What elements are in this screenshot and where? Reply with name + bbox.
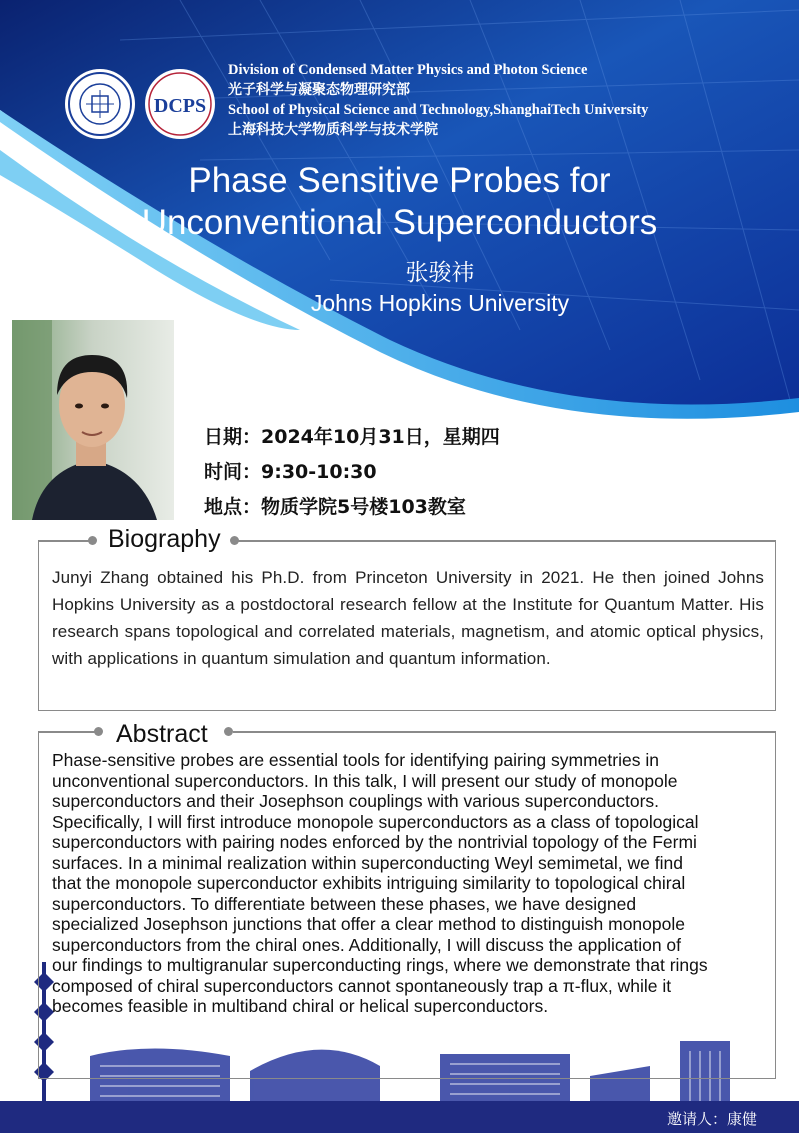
abstract-line: superconductors. To differentiate between these phases, we have designed — [52, 893, 637, 914]
dcps-logo — [144, 68, 216, 140]
abstract-line: surfaces. In a minimal realization within superconducting Weyl semimetal, we find — [52, 852, 683, 873]
abstract-line: superconductors and their Josephson couplings with various superconductors. — [52, 791, 660, 811]
abstract-line: superconductors from the chiral ones. Additionally, I will discuss the application of — [52, 934, 682, 955]
biography-border-left — [38, 540, 93, 542]
dcps-logo-text: DCPS — [153, 95, 207, 117]
biography-dot-right — [230, 536, 239, 545]
event-time: 时间：9:30-10:30 — [204, 461, 377, 483]
abstract-line: unconventional superconductors. In this talk, I will present our study of monopole — [52, 770, 678, 791]
speaker-photo — [12, 320, 174, 520]
biography-heading: Biography — [104, 525, 225, 554]
abstract-dot-right — [224, 727, 233, 736]
abstract-line: that the monopole superconductor exhibits intriguing similarity to topological chiral — [52, 873, 686, 893]
abstract-text — [52, 750, 774, 1017]
abstract-line: becomes feasible in multiband chiral or helical superconductors. — [52, 996, 549, 1016]
org-line-2: 光子科学与凝聚态物理研究部 — [228, 82, 410, 98]
abstract-heading: Abstract — [112, 720, 212, 749]
abstract-line: Specifically, I will first introduce monopole superconductors as a class of topological — [52, 811, 699, 832]
abstract-line: composed of chiral superconductors cannot spontaneously trap a π-flux, while it — [52, 975, 672, 996]
talk-title — [0, 160, 799, 244]
abstract-line: our findings to multigranular superconducting rings, where we demonstrate that rings — [52, 955, 708, 975]
shanghaitech-logo — [64, 68, 136, 140]
speaker-affiliation: Johns Hopkins University — [310, 290, 570, 316]
abstract-border-left — [38, 731, 96, 733]
org-line-1: Division of Condensed Matter Physics and Photon Science — [228, 62, 588, 78]
abstract-line: Phase-sensitive probes are essential tools for identifying pairing symmetries in — [52, 750, 659, 770]
biography-border-right — [238, 540, 776, 542]
abstract-line: superconductors with pairing nodes enforced by the nontrivial topology of the Fermi — [52, 832, 697, 852]
biography-dot-left — [88, 536, 97, 545]
abstract-border-right — [233, 731, 776, 733]
event-info — [204, 420, 500, 525]
speaker-name: 张骏祎 — [405, 260, 475, 286]
inviter-label: 邀请人：康健 — [666, 1110, 757, 1128]
organization-block — [228, 60, 648, 140]
event-date: 日期：2024年10月31日，星期四 — [204, 426, 500, 448]
speaker-block — [240, 258, 640, 318]
org-line-3: School of Physical Science and Technology,ShanghaiTech University — [228, 102, 649, 118]
abstract-dot-left — [94, 727, 103, 736]
event-place: 地点：物质学院5号楼103教室 — [204, 496, 466, 518]
title-line-1: Phase Sensitive Probes for — [188, 161, 611, 200]
title-line-2: Unconventional Superconductors — [141, 203, 658, 242]
abstract-line: specialized Josephson junctions that offer a clear method to distinguish monopole — [52, 914, 685, 934]
biography-text: Junyi Zhang obtained his Ph.D. from Princeton University in 2021. He then joined Johns Hopkins University as a postdoctoral research fellow at the Institute for Quantum Matter. His research spans topological and correlated materials, magnetism, and atomic optical physics, with applications in quantum simulation and quantum information. — [52, 568, 764, 668]
org-line-4: 上海科技大学物质科学与技术学院 — [228, 122, 438, 138]
